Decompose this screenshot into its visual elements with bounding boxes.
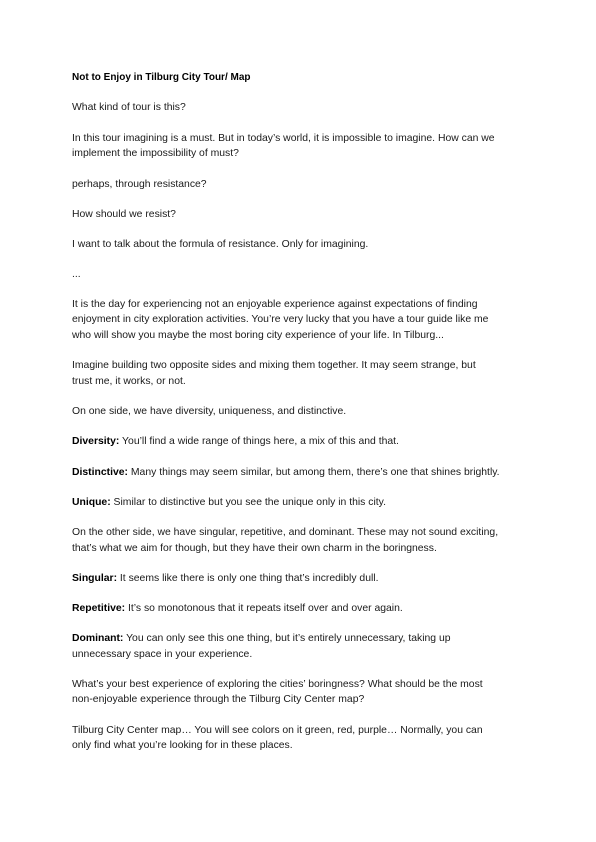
paragraph-experience-line-2: enjoyment in city exploration activities. You’re very lucky that you have a tour guide like me xyxy=(72,314,489,325)
definition-dominant xyxy=(72,631,451,646)
question-how-resist: How should we resist? xyxy=(72,209,176,220)
definition-diversity xyxy=(72,434,399,449)
paragraph-opposite-sides-line-1: Imagine building two opposite sides and mixing them together. It may seem strange, but xyxy=(72,360,476,371)
paragraph-imagining-line-2: implement the impossibility of must? xyxy=(72,148,239,159)
text-dominant: You can only see this one thing, but it’s entirely unnecessary, taking up xyxy=(123,633,451,644)
definition-dominant-continued: unnecessary space in your experience. xyxy=(72,649,253,660)
definition-distinctive xyxy=(72,465,500,480)
paragraph-imagining-line-1: In this tour imagining is a must. But in today’s world, it is impossible to imagine. How can we xyxy=(72,133,495,144)
paragraph-experience-line-3: who will show you maybe the most boring city experience of your life. In Tilburg... xyxy=(72,330,444,341)
paragraph-best-experience-line-2: non-enjoyable experience through the Tilburg City Center map? xyxy=(72,694,365,705)
paragraph-experience-line-1: It is the day for experiencing not an enjoyable experience against expectations of finding xyxy=(72,299,478,310)
term-singular: Singular: xyxy=(72,573,118,584)
paragraph-one-side: On one side, we have diversity, uniqueness, and distinctive. xyxy=(72,406,347,417)
text-singular: It seems like there is only one thing that’s incredibly dull. xyxy=(117,573,379,584)
definition-singular xyxy=(72,571,378,586)
question-tour-kind: What kind of tour is this? xyxy=(72,102,186,113)
term-unique: Unique: xyxy=(72,497,111,508)
paragraph-resistance: perhaps, through resistance? xyxy=(72,179,207,190)
term-repetitive: Repetitive: xyxy=(72,603,126,614)
ellipsis-separator: ... xyxy=(72,269,81,280)
term-diversity: Diversity: xyxy=(72,436,120,447)
paragraph-other-side-line-2: that’s what we aim for though, but they have their own charm in the boringness. xyxy=(72,543,437,554)
text-repetitive: It’s so monotonous that it repeats itself over and over again. xyxy=(125,603,403,614)
document-title: Not to Enjoy in Tilburg City Tour/ Map xyxy=(72,72,251,83)
definition-repetitive xyxy=(72,601,403,616)
paragraph-map-colors-line-1: Tilburg City Center map… You will see colors on it green, red, purple… Normally, you can xyxy=(72,725,483,736)
paragraph-map-colors-line-2: only find what you’re looking for in these places. xyxy=(72,740,293,751)
text-diversity: You’ll find a wide range of things here, a mix of this and that. xyxy=(119,436,399,447)
text-distinctive: Many things may seem similar, but among them, there’s one that shines brightly. xyxy=(128,467,500,478)
paragraph-formula: I want to talk about the formula of resistance. Only for imagining. xyxy=(72,239,369,250)
term-distinctive: Distinctive: xyxy=(72,467,129,478)
paragraph-best-experience-line-1: What’s your best experience of exploring the cities’ boringness? What should be the most xyxy=(72,679,483,690)
paragraph-opposite-sides-line-2: trust me, it works, or not. xyxy=(72,376,186,387)
term-dominant: Dominant: xyxy=(72,633,124,644)
paragraph-other-side-line-1: On the other side, we have singular, repetitive, and dominant. These may not sound exciting, xyxy=(72,527,499,538)
text-unique: Similar to distinctive but you see the unique only in this city. xyxy=(110,497,386,508)
definition-unique xyxy=(72,495,386,510)
